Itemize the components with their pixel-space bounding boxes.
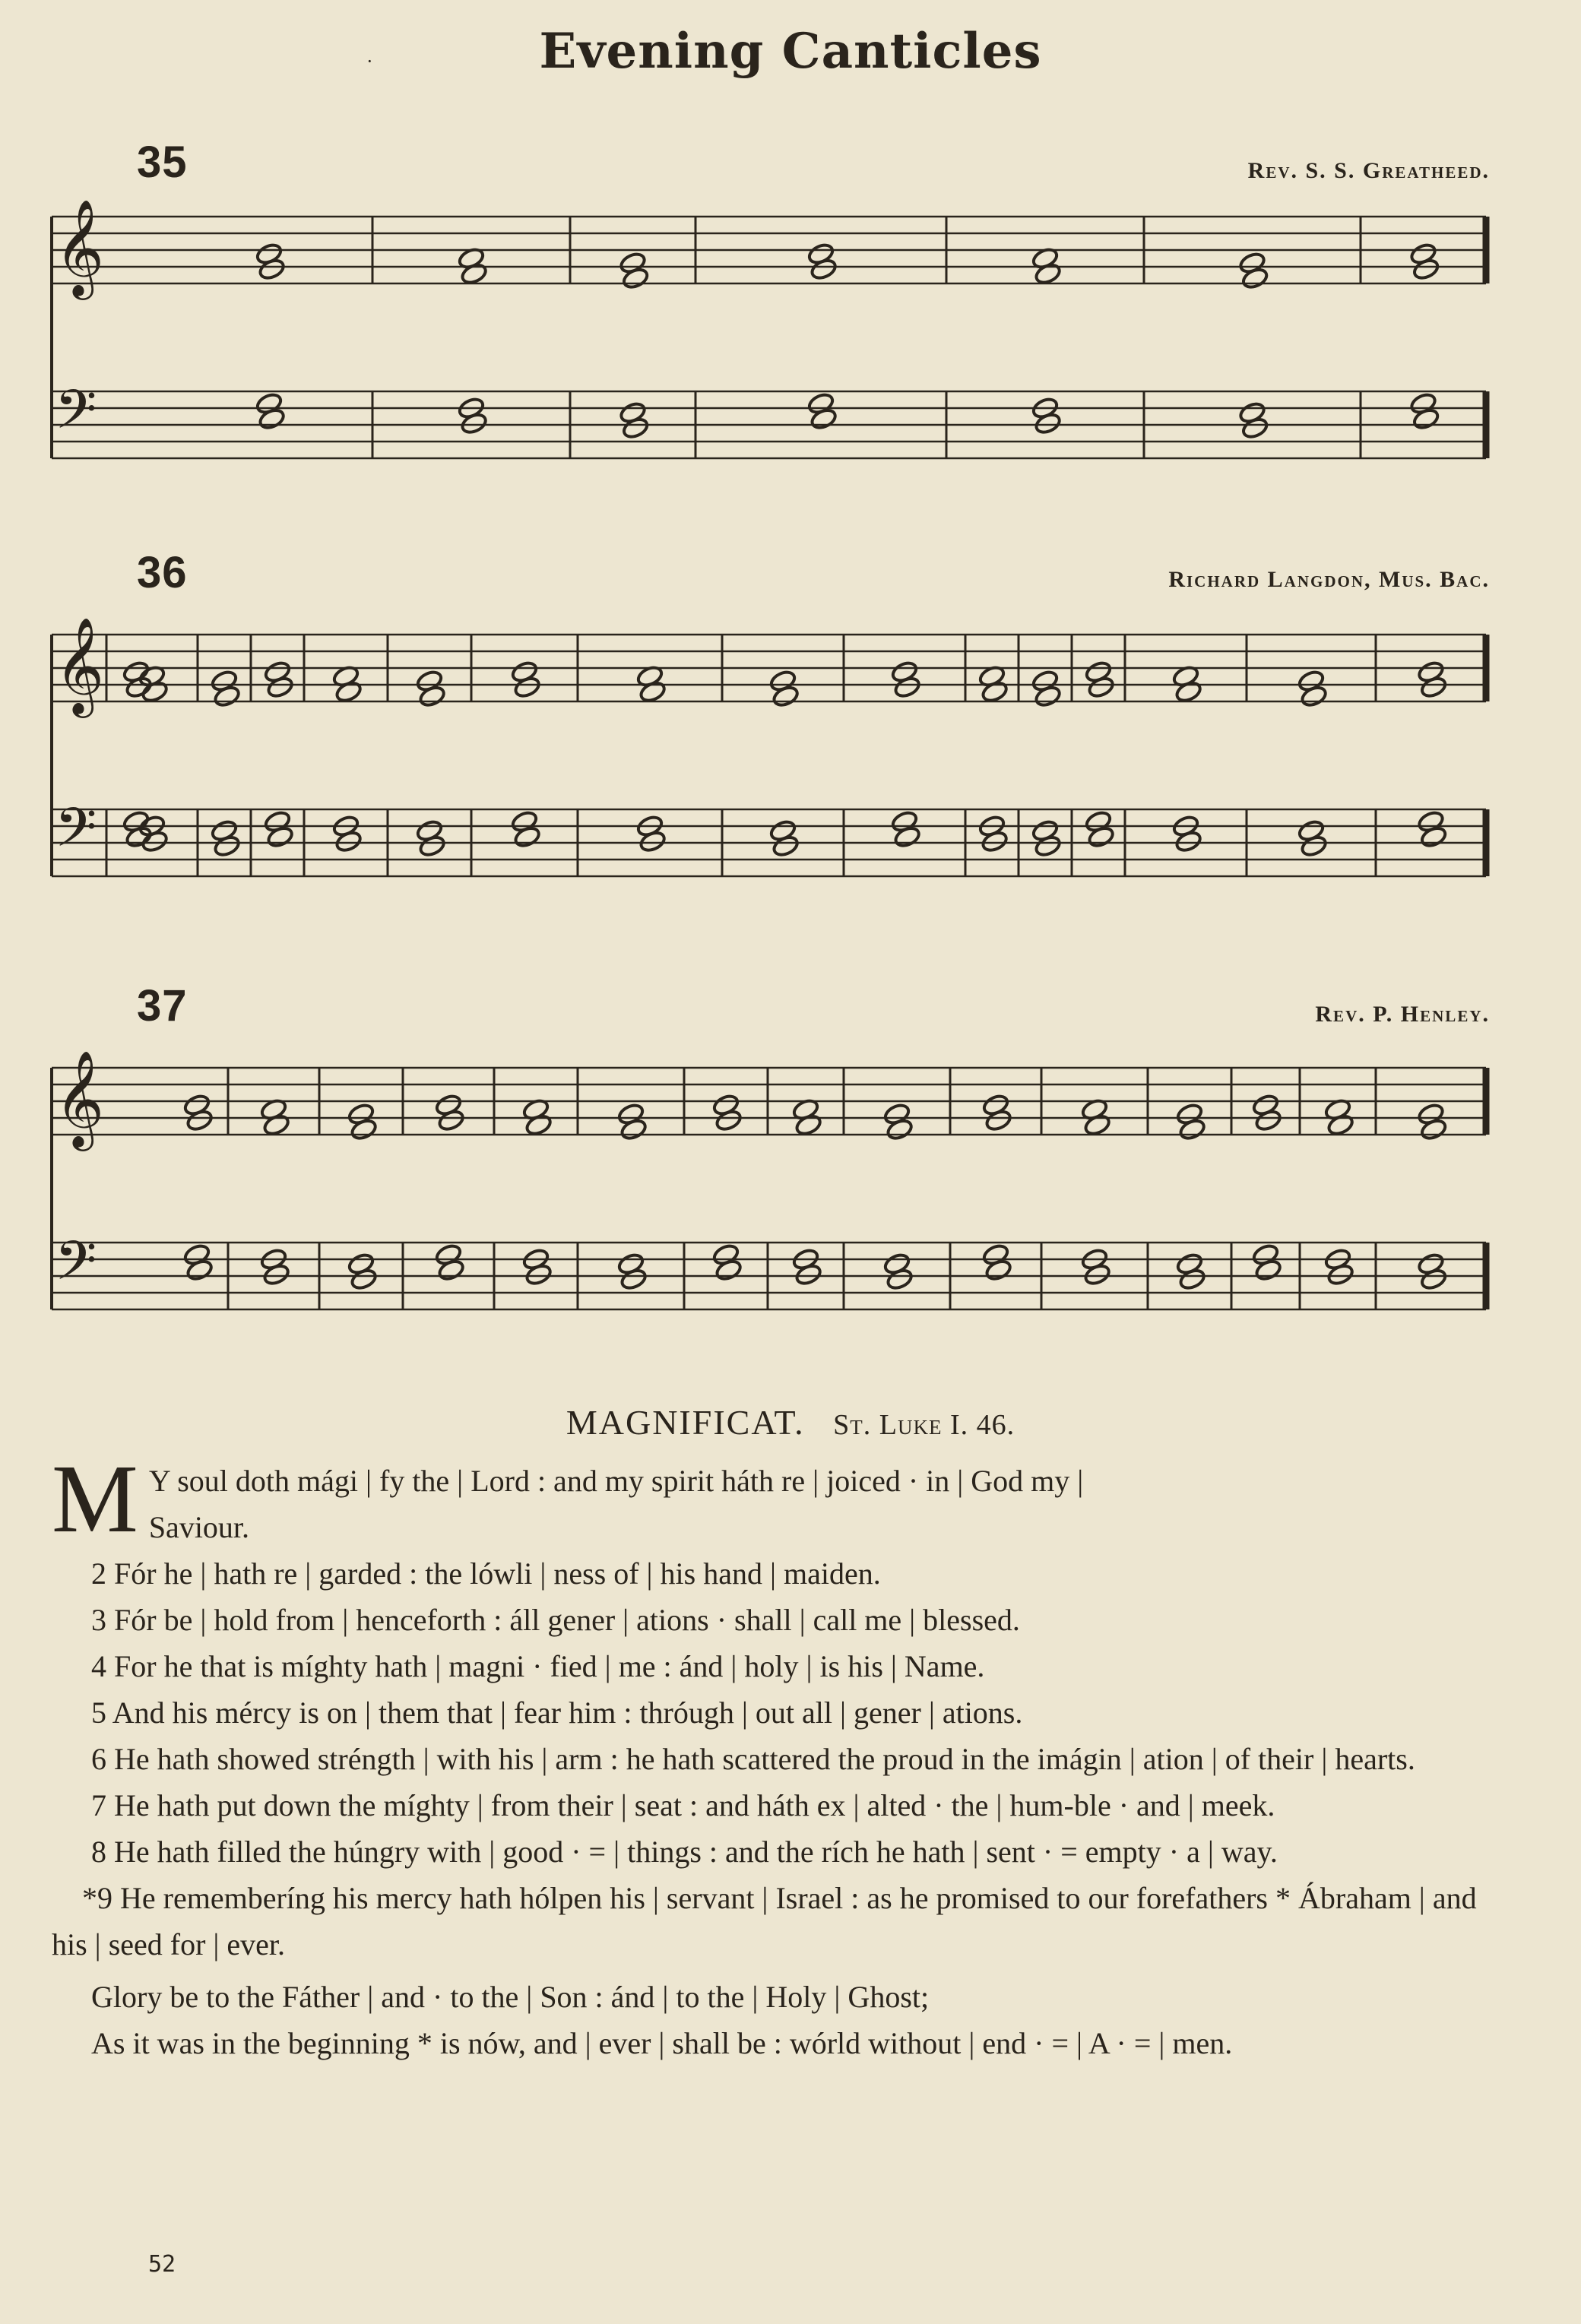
composer-37: Rev. P. Henley. [1315, 1002, 1490, 1027]
verse-5: 5 And his mércy is on | them that | fear him : thróugh | out all | gener | ations. [91, 1696, 1023, 1730]
verse-4: 4 For he that is míghty hath | magni · fied | me : ánd | holy | is his | Name. [91, 1649, 985, 1683]
hymn-number-36: 36 [137, 548, 188, 597]
canticle-heading [0, 1402, 1581, 1442]
hymn-number-35: 35 [137, 138, 188, 187]
music-system-35 [0, 190, 1581, 509]
verse-1 [52, 1445, 1496, 1553]
bass-clef-icon: 𝄢 [55, 378, 97, 454]
verse-1-line-2: Saviour. [148, 1510, 250, 1544]
drop-cap: M [52, 1445, 138, 1553]
hymn-number-37: 37 [137, 981, 188, 1031]
treble-clef-icon: 𝄞 [55, 616, 105, 714]
canticle-text [52, 1445, 1496, 2066]
verse-1-line-1: Y soul doth mági | fy the | Lord : and my spirit háth re | joiced · in | God my | [148, 1464, 1084, 1498]
verse-6: 6 He hath showed stréngth | with his | arm : he hath scattered the proud in the imágin | ation | of their | hearts. [91, 1742, 1415, 1776]
verse-8: 8 He hath filled the húngry with | good · = | things : and the rích he hath | sent · = empty · a | way. [91, 1835, 1278, 1869]
page-title: Evening Canticles [539, 23, 1042, 80]
verse-7: 7 He hath put down the míghty | from their | seat : and háth ex | alted · the | hum-ble · and | meek. [91, 1788, 1275, 1822]
treble-clef-icon: 𝄞 [55, 1050, 105, 1147]
treble-clef-icon: 𝄞 [55, 198, 105, 296]
verse-9: *9 He rememberíng his mercy hath hólpen his | servant | Israel : as he promised to our forefathers * Ábraham | and his | seed for | ever. [52, 1881, 1477, 1961]
page-number: 52 [148, 2251, 176, 2278]
composer-36: Richard Langdon, Mus. Bac. [1168, 567, 1490, 592]
composer-35: Rev. S. S. Greatheed. [1247, 158, 1490, 183]
gloria-line-1: Glory be to the Fáther | and · to the | Son : ánd | to the | Holy | Ghost; [91, 1980, 930, 2014]
music-system-37 [0, 1041, 1581, 1368]
gloria-line-2: As it was in the beginning * is nów, and | ever | shall be : wórld without | end · = | A · = | men. [91, 2026, 1233, 2060]
stray-dot: · [366, 50, 373, 72]
verse-3: 3 Fór be | hold from | henceforth : áll gener | ations · shall | call me | blessed. [91, 1603, 1020, 1637]
canticle-title: MAGNIFICAT. [566, 1403, 805, 1442]
bass-clef-icon: 𝄢 [55, 796, 97, 872]
canticle-reference: St. Luke I. 46. [833, 1409, 1015, 1441]
verse-2: 2 Fór he | hath re | garded : the lówli | ness of | his hand | maiden. [91, 1556, 881, 1591]
bass-clef-icon: 𝄢 [55, 1230, 97, 1306]
music-system-36 [0, 608, 1581, 935]
